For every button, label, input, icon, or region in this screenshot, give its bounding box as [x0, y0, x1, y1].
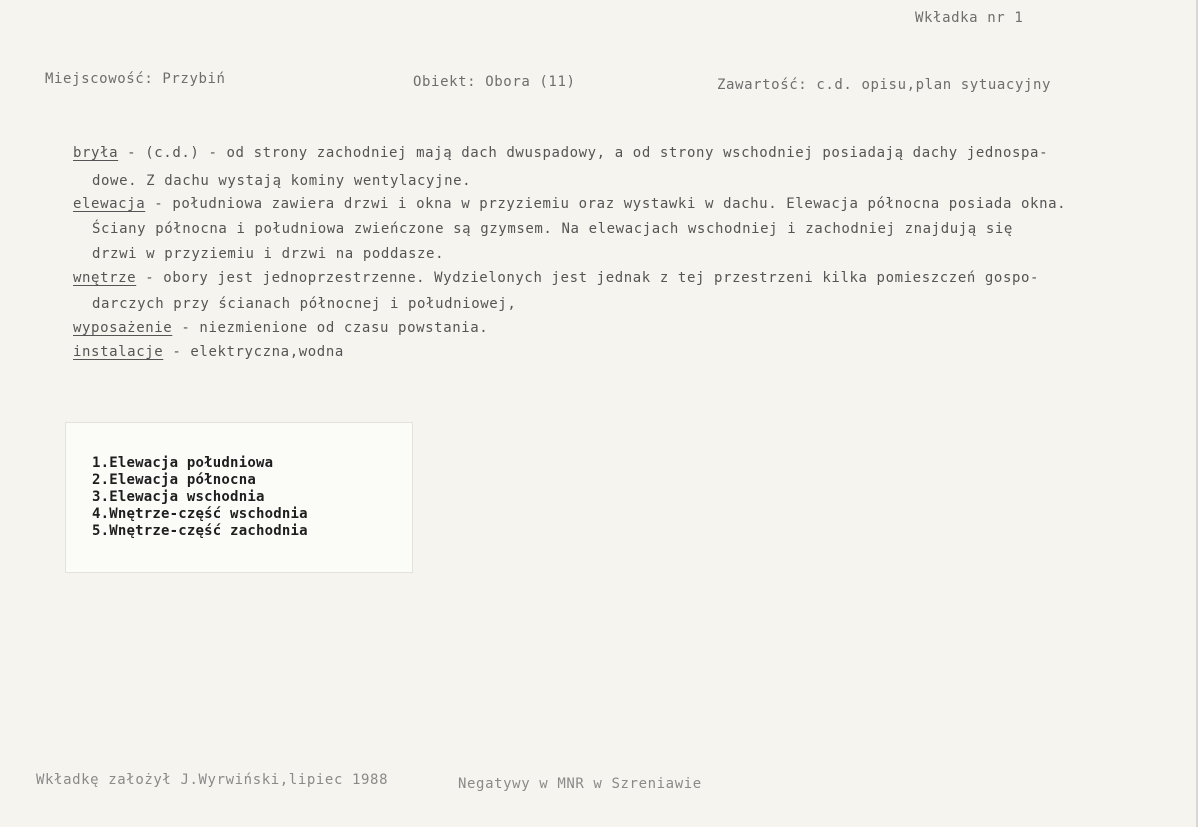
card-number: Wkładka nr 1 — [915, 10, 1024, 26]
bryla-line-2: dowe. Z dachu wystają kominy wentylacyjne. — [92, 173, 472, 189]
photo-list-item: 4.Wnętrze-część wschodnia — [92, 506, 308, 522]
elewacja-line-3: drzwi w przyziemiu i drzwi na poddasze. — [92, 246, 445, 262]
bryla-term: bryła — [73, 145, 119, 161]
elewacja-line-2: Ściany północna i południowa zwieńczone są gzymsem. Na elewacjach wschodniej i zachodniej znajdują się — [92, 221, 1013, 237]
photo-list-label — [65, 422, 413, 573]
content-field: Zawartość: c.d. opisu,plan sytuacyjny — [717, 77, 1052, 93]
footer-negatives: Negatywy w MNR w Szreniawie — [458, 776, 702, 792]
wyposazenie-text-1: - niezmienione od czasu powstania. — [172, 320, 489, 336]
location-field: Miejscowość: Przybiń — [45, 71, 226, 87]
bryla-text-1: - (c.d.) - od strony zachodniej mają dach dwuspadowy, a od strony wschodniej posiadają dachy jednospa- — [118, 145, 1049, 161]
wyposazenie-term: wyposażenie — [73, 320, 173, 336]
wyposazenie-line-1 — [73, 320, 488, 336]
photo-list-item: 2.Elewacja północna — [92, 472, 256, 488]
photo-list-item: 1.Elewacja południowa — [92, 455, 274, 471]
elewacja-line-1 — [73, 196, 1066, 212]
photo-list-item: 5.Wnętrze-część zachodnia — [92, 523, 308, 539]
bryla-line-1 — [73, 145, 1048, 161]
elewacja-text-1: - południowa zawiera drzwi i okna w przyziemiu oraz wystawki w dachu. Elewacja północna posiada okna. — [145, 196, 1067, 212]
wnetrze-text-1: - obory jest jednoprzestrzenne. Wydzielonych jest jednak z tej przestrzeni kilka pomieszczeń gospo- — [136, 270, 1040, 286]
photo-list-item: 3.Elewacja wschodnia — [92, 489, 265, 505]
instalacje-text-1: - elektryczna,wodna — [163, 344, 344, 360]
instalacje-line-1 — [73, 344, 344, 360]
wnetrze-line-2: darczych przy ścianach północnej i południowej, — [92, 296, 517, 312]
photo-list — [92, 455, 308, 540]
wnetrze-line-1 — [73, 270, 1039, 286]
footer-author: Wkładkę założył J.Wyrwiński,lipiec 1988 — [36, 772, 389, 788]
object-field: Obiekt: Obora (11) — [413, 74, 576, 90]
instalacje-term: instalacje — [73, 344, 164, 360]
elewacja-term: elewacja — [73, 196, 146, 212]
wnetrze-term: wnętrze — [73, 270, 137, 286]
